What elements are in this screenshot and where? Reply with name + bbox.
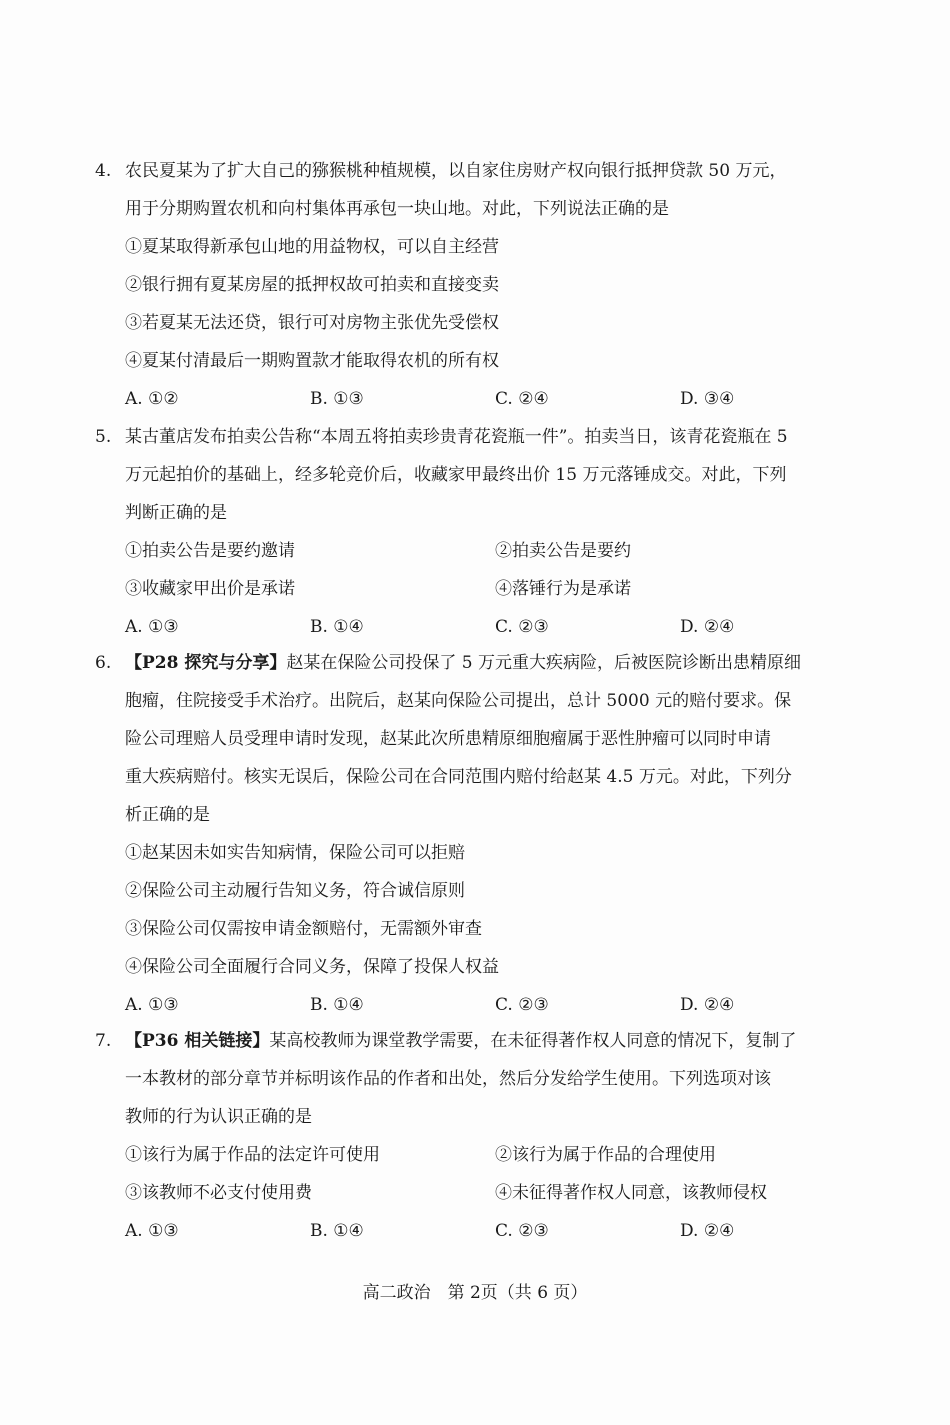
option-statement: ②银行拥有夏某房屋的抵押权故可拍卖和直接变卖 xyxy=(125,275,499,295)
question-stem-line: 7. 【P36 相关链接】某高校教师为课堂教学需要，在未征得著作权人同意的情况下，复制了 xyxy=(95,1022,865,1060)
question-stem-line: 险公司理赔人员受理申请时发现，赵某此次所患精原细胞瘤属于恶性肿瘤可以同时申请 xyxy=(125,729,771,749)
option-row xyxy=(95,570,865,608)
option-statement: ①赵某因未如实告知病情，保险公司可以拒赔 xyxy=(125,843,465,863)
answer-choice-d[interactable]: D. ②④ xyxy=(680,617,735,637)
option-statement: ②拍卖公告是要约 xyxy=(495,541,631,561)
answer-choice-a[interactable]: A. ①② xyxy=(125,389,179,409)
option-statement: ①拍卖公告是要约邀请 xyxy=(125,541,295,561)
question-stem-line: 用于分期购置农机和向村集体再承包一块山地。对此，下列说法正确的是 xyxy=(125,199,669,219)
option-row xyxy=(95,532,865,570)
answer-choice-a[interactable]: A. ①③ xyxy=(125,995,179,1015)
page-footer: 高二政治 第 2页（共 6 页） xyxy=(362,1283,588,1303)
option-statement: ①夏某取得新承包山地的用益物权，可以自主经营 xyxy=(125,237,499,257)
answer-choice-b[interactable]: B. ①④ xyxy=(310,1221,364,1241)
option-statement: ③若夏某无法还贷，银行可对房物主张优先受偿权 xyxy=(125,313,499,333)
question-6 xyxy=(95,644,865,1024)
question-stem-line: 判断正确的是 xyxy=(125,503,227,523)
answer-choice-c[interactable]: C. ②③ xyxy=(495,1221,549,1241)
question-stem-line: 析正确的是 xyxy=(125,805,210,825)
question-stem-line: 4. 农民夏某为了扩大自己的猕猴桃种植规模，以自家住房财产权向银行抵押贷款 50 万元， xyxy=(95,152,865,190)
option-statement: ③该教师不必支付使用费 xyxy=(125,1183,312,1203)
answer-choice-a[interactable]: A. ①③ xyxy=(125,1221,179,1241)
answer-choices xyxy=(95,380,865,418)
option-statement: ④落锤行为是承诺 xyxy=(495,579,631,599)
question-5 xyxy=(95,418,865,646)
option-statement: ③保险公司仅需按申请金额赔付，无需额外审查 xyxy=(125,919,482,939)
answer-choice-a[interactable]: A. ①③ xyxy=(125,617,179,637)
answer-choice-d[interactable]: D. ②④ xyxy=(680,995,735,1015)
option-statement: ①该行为属于作品的法定许可使用 xyxy=(125,1145,380,1165)
answer-choice-d[interactable]: D. ③④ xyxy=(680,389,735,409)
option-row xyxy=(95,1136,865,1174)
question-stem-line: 6. 【P28 探究与分享】赵某在保险公司投保了 5 万元重大疾病险，后被医院诊断出患精原细 xyxy=(95,644,865,682)
question-number: 7. xyxy=(95,1031,112,1051)
answer-choices xyxy=(95,608,865,646)
textbook-reference-tag: 【P36 相关链接】 xyxy=(125,1031,270,1051)
answer-choice-c[interactable]: C. ②③ xyxy=(495,995,549,1015)
question-7 xyxy=(95,1022,865,1250)
option-statement: ④未征得著作权人同意，该教师侵权 xyxy=(495,1183,767,1203)
answer-choice-d[interactable]: D. ②④ xyxy=(680,1221,735,1241)
textbook-reference-tag: 【P28 探究与分享】 xyxy=(125,653,287,673)
answer-choice-c[interactable]: C. ②③ xyxy=(495,617,549,637)
option-statement: ④夏某付清最后一期购置款才能取得农机的所有权 xyxy=(125,351,499,371)
question-number: 4. xyxy=(95,161,112,181)
answer-choice-c[interactable]: C. ②④ xyxy=(495,389,549,409)
option-statement: ②保险公司主动履行告知义务，符合诚信原则 xyxy=(125,881,465,901)
option-statement: ②该行为属于作品的合理使用 xyxy=(495,1145,716,1165)
question-4 xyxy=(95,152,865,418)
option-statement: ③收藏家甲出价是承诺 xyxy=(125,579,295,599)
answer-choices xyxy=(95,1212,865,1250)
question-stem-line: 万元起拍价的基础上，经多轮竞价后，收藏家甲最终出价 15 万元落锤成交。对此，下列 xyxy=(125,465,787,485)
question-stem-line: 5. 某古董店发布拍卖公告称“本周五将拍卖珍贵青花瓷瓶一件”。拍卖当日，该青花瓷瓶在 5 xyxy=(95,418,865,456)
question-stem-line: 一本教材的部分章节并标明该作品的作者和出处，然后分发给学生使用。下列选项对该 xyxy=(125,1069,771,1089)
question-stem-line: 重大疾病赔付。核实无误后，保险公司在合同范围内赔付给赵某 4.5 万元。对此，下列分 xyxy=(125,767,792,787)
question-number: 6. xyxy=(95,653,112,673)
question-stem-line: 教师的行为认识正确的是 xyxy=(125,1107,312,1127)
option-statement: ④保险公司全面履行合同义务，保障了投保人权益 xyxy=(125,957,499,977)
answer-choice-b[interactable]: B. ①④ xyxy=(310,617,364,637)
question-stem-line: 胞瘤，住院接受手术治疗。出院后，赵某向保险公司提出，总计 5000 元的赔付要求。保 xyxy=(125,691,792,711)
option-row xyxy=(95,1174,865,1212)
answer-choice-b[interactable]: B. ①③ xyxy=(310,389,364,409)
answer-choice-b[interactable]: B. ①④ xyxy=(310,995,364,1015)
question-number: 5. xyxy=(95,427,112,447)
answer-choices xyxy=(95,986,865,1024)
